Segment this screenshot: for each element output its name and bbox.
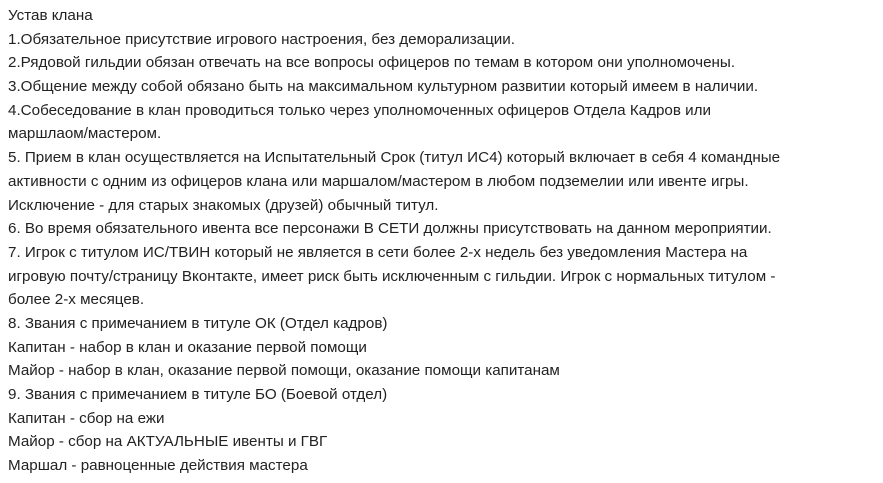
rule-9-heading: 9. Звания с примечанием в титуле БО (Боевой отдел) xyxy=(8,386,388,403)
rule-7-line-1: 7. Игрок с титулом ИС/ТВИН который не является в сети более 2-х недель без уведомления Мастера на xyxy=(8,243,748,261)
rule-2: 2.Рядовой гильдии обязан отвечать на все вопросы офицеров по темам в котором они уполномочены. xyxy=(8,54,736,72)
rule-7-line-2: игровую почту/страницу Вконтакте, имеет риск быть исключенным с гильдии. Игрок с нормальных титулом - xyxy=(8,267,776,285)
rule-4-line-1: 4.Собеседование в клан проводиться только через уполномоченных офицеров Отдела Кадров или xyxy=(8,101,711,119)
charter-title: Устав клана xyxy=(8,7,93,24)
rule-9-major: Майор - сбор на АКТУАЛЬНЫЕ ивенты и ГВГ xyxy=(8,433,328,451)
rule-3: 3.Общение между собой обязано быть на максимальном культурном развитии который имеем в наличии. xyxy=(8,78,759,96)
rule-9-captain: Капитан - сбор на ежи xyxy=(8,409,165,427)
rule-5-line-3: Исключение - для старых знакомых (друзей) обычный титул. xyxy=(8,196,439,214)
rule-8-heading: 8. Звания с примечанием в титуле ОК (Отдел кадров) xyxy=(8,314,388,332)
clan-charter-text xyxy=(8,4,878,478)
rule-8-captain: Капитан - набор в клан и оказание первой помощи xyxy=(8,338,367,356)
rule-5-line-2: активности с одним из офицеров клана или маршалом/мастером в любом подземелии или ивенте игры. xyxy=(8,172,749,190)
rule-6: 6. Во время обязательного ивента все персонажи В СЕТИ должны присутствовать на данном мероприятии. xyxy=(8,220,772,238)
rule-7-line-3: более 2-х месяцев. xyxy=(8,291,145,309)
rule-9-marshal: Маршал - равноценные действия мастера xyxy=(8,457,308,475)
rule-5-line-1: 5. Прием в клан осуществляется на Испытательный Срок (титул ИС4) который включает в себя 4 командные xyxy=(8,149,781,167)
rule-4-line-2: маршлаом/мастером. xyxy=(8,125,162,143)
rule-1: 1.Обязательное присутствие игрового настроения, без деморализации. xyxy=(8,30,515,48)
rule-8-major: Майор - набор в клан, оказание первой помощи, оказание помощи капитанам xyxy=(8,362,560,380)
